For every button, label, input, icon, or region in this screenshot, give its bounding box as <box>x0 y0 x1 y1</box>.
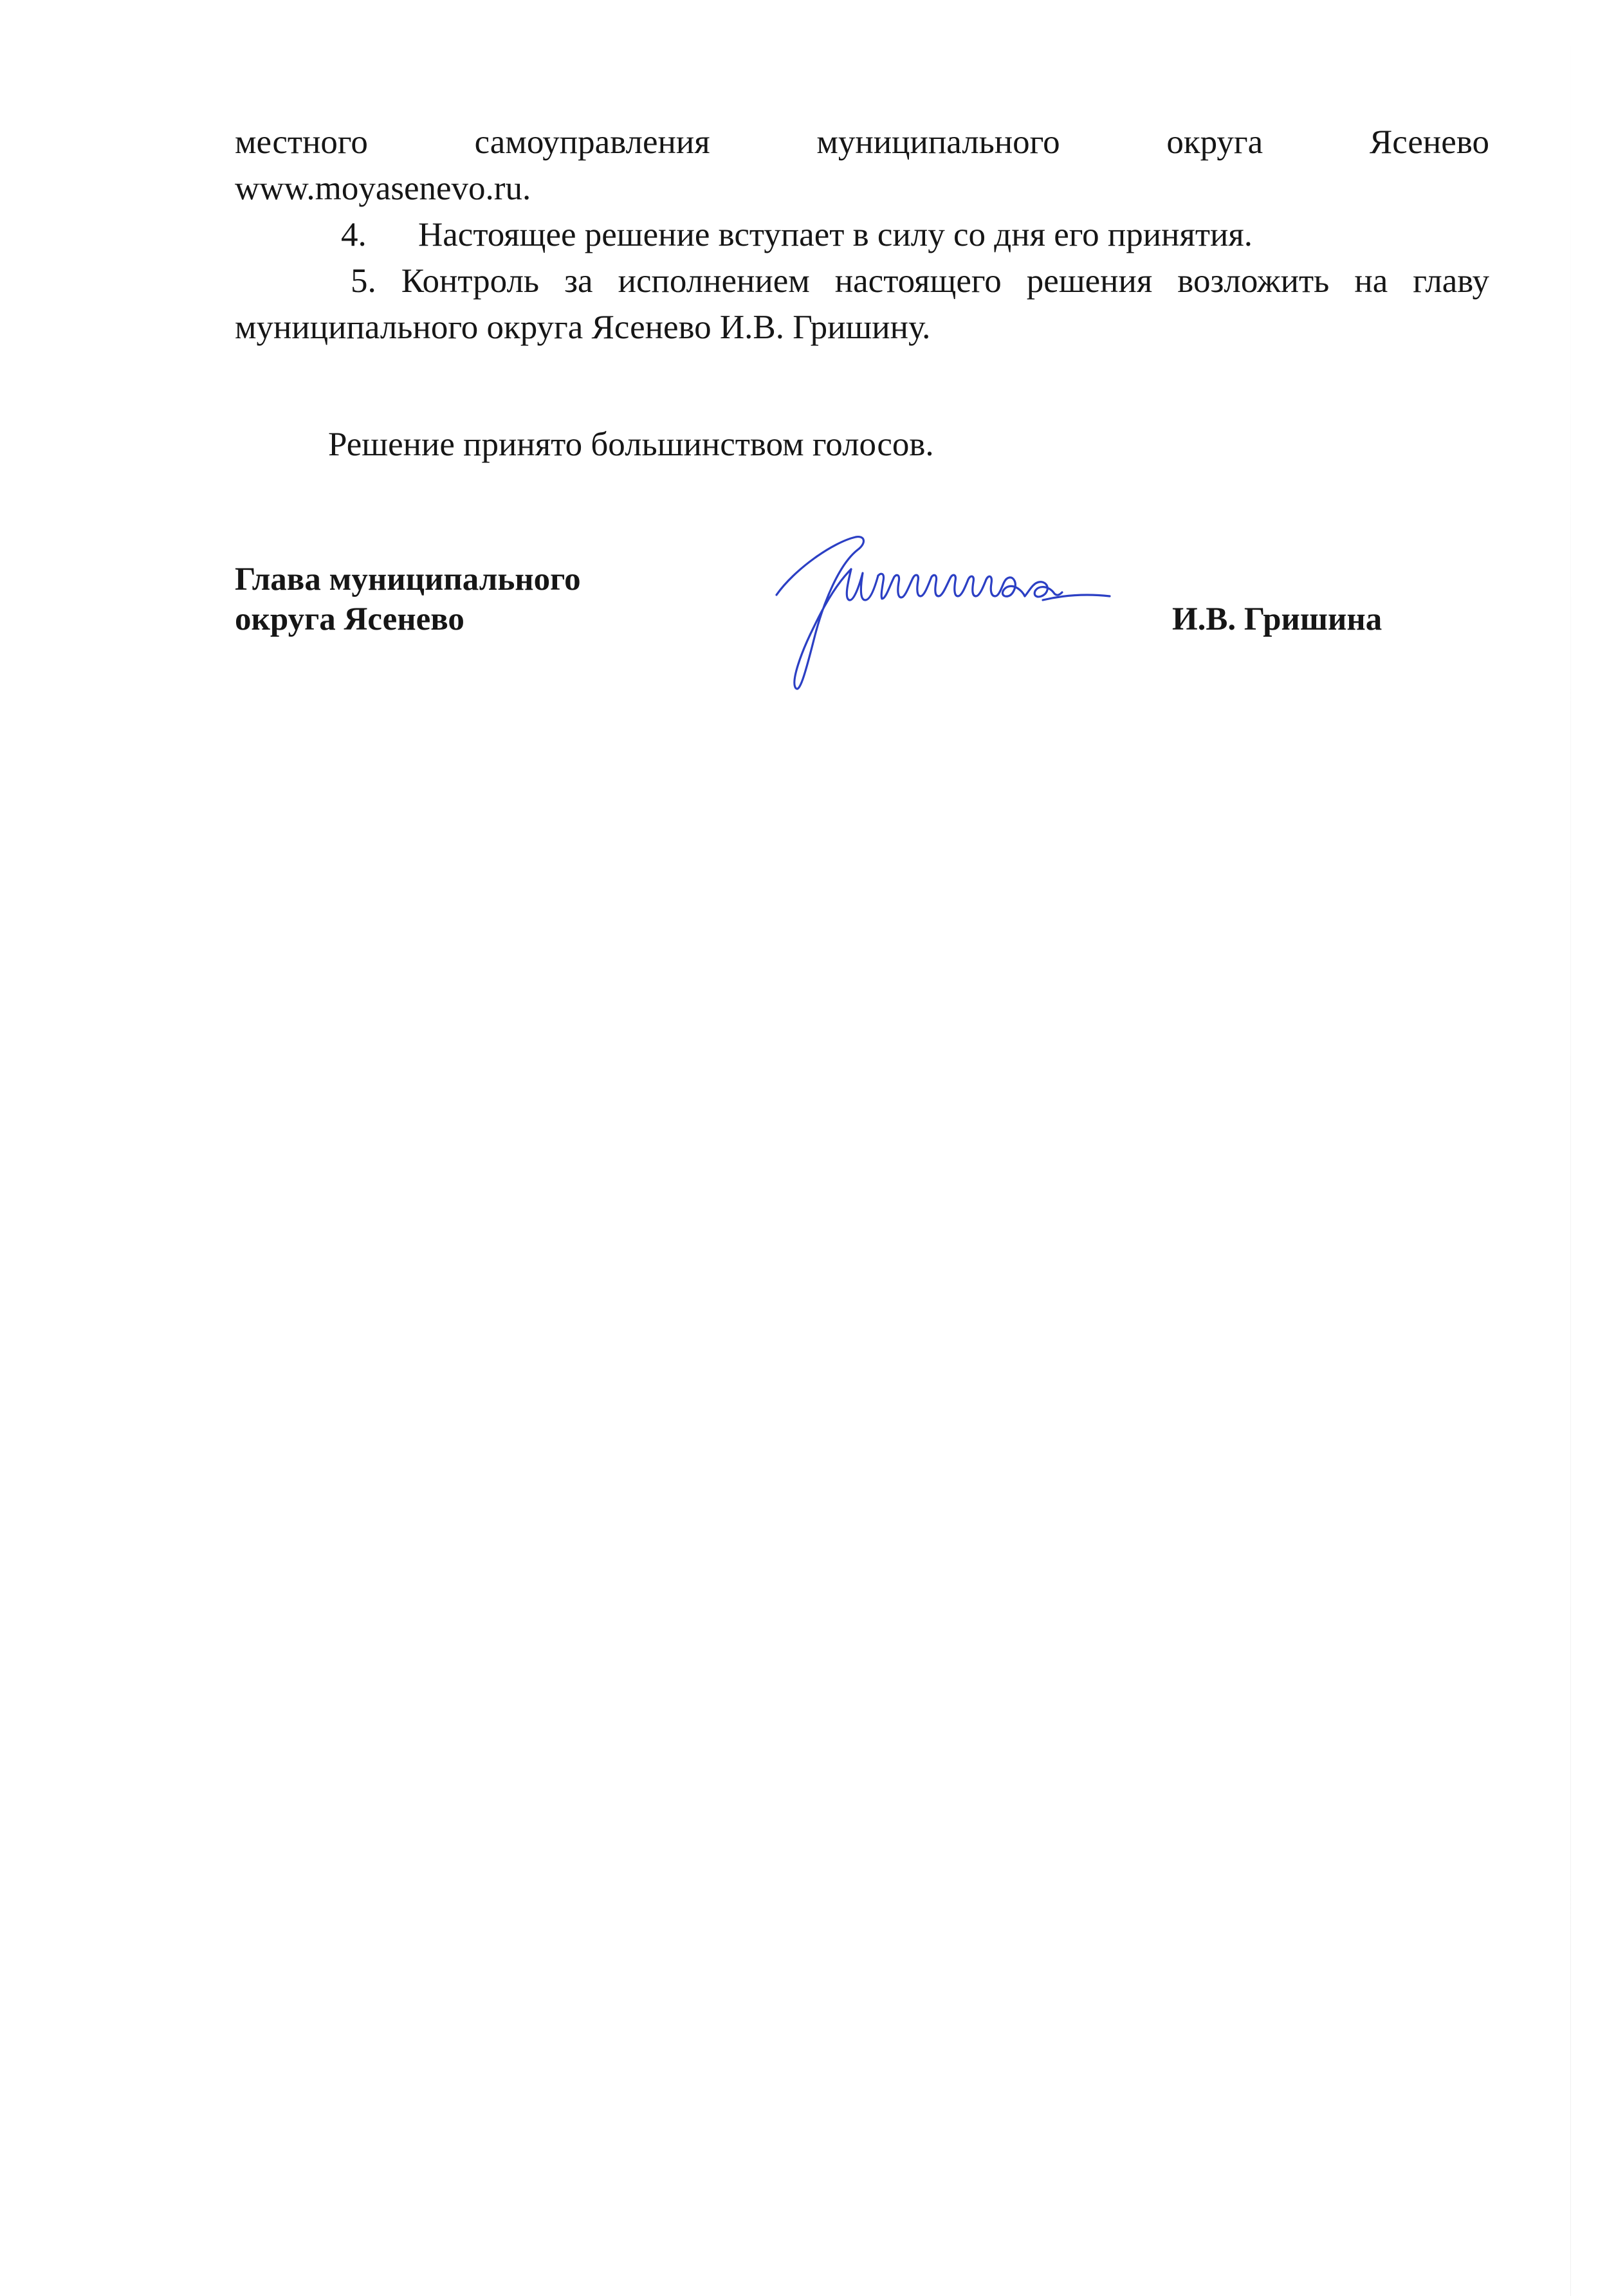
signatory-title-line-2: округа Ясенево <box>235 601 464 637</box>
signatory-title <box>235 560 581 639</box>
document-body <box>235 119 1489 351</box>
item-5-line-1: 5. Контроль за исполнением настоящего решения возложить на главу <box>351 262 1489 300</box>
word: Ясенево <box>1369 123 1489 161</box>
item-4-number: 4. <box>341 216 367 253</box>
decision-statement <box>235 421 1489 468</box>
website-line: www.moyasenevo.ru. <box>235 170 531 207</box>
item-4-text: Настоящее решение вступает в силу со дня его принятия. <box>418 216 1253 253</box>
signatory-title-line-1: Глава муниципального <box>235 561 581 597</box>
scan-edge-shadow <box>1570 0 1571 2296</box>
word: самоуправления <box>474 123 710 161</box>
item-5-line-2: муниципального округа Ясенево И.В. Гришину. <box>235 309 931 346</box>
signatory-name: И.В. Гришина <box>1172 601 1382 637</box>
continuation-line <box>235 119 1489 165</box>
word: местного <box>235 123 368 161</box>
word: округа <box>1166 123 1263 161</box>
handwritten-signature <box>762 524 1123 698</box>
word: муниципального <box>816 123 1060 161</box>
item-4 <box>235 212 1489 258</box>
decision-text: Решение принято большинством голосов. <box>328 426 934 463</box>
